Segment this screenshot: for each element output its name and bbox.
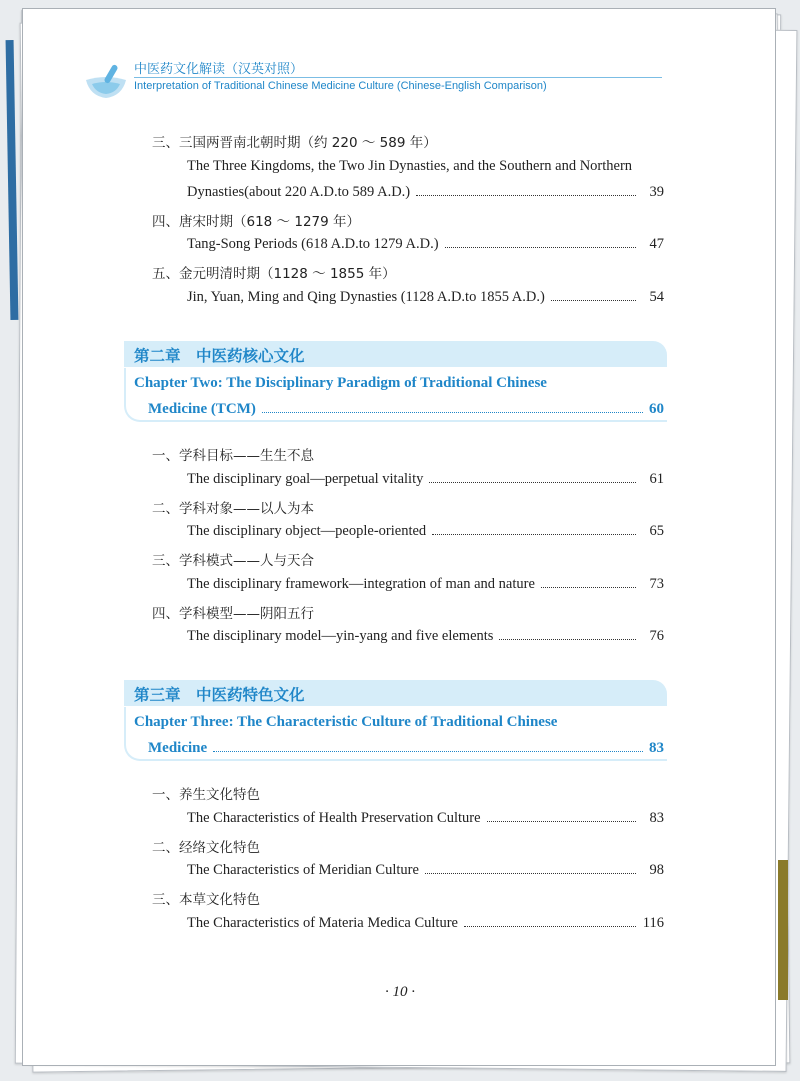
chapter-title-cn: 第三章 中医药特色文化 bbox=[134, 686, 305, 704]
toc-section-en: The Characteristics of Health Preservation Culture bbox=[187, 810, 481, 826]
toc-section-cn: 一、养生文化特色 bbox=[152, 787, 260, 803]
chapter-title-en: Chapter Three: The Characteristic Culture of Traditional Chinese bbox=[134, 714, 558, 730]
dot-leader bbox=[464, 926, 636, 927]
toc-section-cn: 三、本草文化特色 bbox=[152, 892, 260, 908]
toc-section-cn: 一、学科目标——生生不息 bbox=[152, 448, 314, 464]
mortar-pestle-icon bbox=[82, 62, 130, 102]
toc-section-en: Tang-Song Periods (618 A.D.to 1279 A.D.) bbox=[187, 236, 439, 252]
toc-line[interactable] bbox=[187, 576, 664, 593]
dot-leader bbox=[213, 751, 643, 752]
dot-leader bbox=[541, 587, 636, 588]
toc-section-en: The Characteristics of Materia Medica Culture bbox=[187, 915, 458, 931]
header-title-en: Interpretation of Traditional Chinese Medicine Culture (Chinese-English Comparison) bbox=[134, 80, 547, 92]
toc-line[interactable] bbox=[148, 401, 664, 418]
page-number: 73 bbox=[649, 576, 664, 592]
toc-section-cn: 五、金元明清时期（1128 ～ 1855 年） bbox=[152, 266, 396, 282]
toc-section-cn: 四、唐宋时期（618 ～ 1279 年） bbox=[152, 214, 360, 230]
page-number: 61 bbox=[649, 471, 664, 487]
toc-section-en: The disciplinary framework—integration of man and nature bbox=[187, 576, 535, 592]
toc-section-cn: 三、学科模式——人与天合 bbox=[152, 553, 314, 569]
chapter-title-en: Medicine (TCM) bbox=[148, 401, 256, 417]
dot-leader bbox=[262, 412, 643, 413]
toc-section-cn: 二、学科对象——以人为本 bbox=[152, 501, 314, 517]
page-number: 47 bbox=[649, 236, 664, 252]
toc-section-en: The disciplinary goal—perpetual vitality bbox=[187, 471, 424, 487]
page-number: 116 bbox=[642, 915, 664, 931]
toc-section-cn: 四、学科模型——阴阳五行 bbox=[152, 606, 314, 622]
cover-edge bbox=[6, 40, 19, 320]
toc-line[interactable] bbox=[187, 471, 664, 488]
toc-line[interactable] bbox=[187, 184, 664, 201]
cover-edge bbox=[778, 860, 788, 1000]
chapter-title-en: Chapter Two: The Disciplinary Paradigm of Traditional Chinese bbox=[134, 375, 547, 391]
toc-line[interactable] bbox=[187, 628, 664, 645]
dot-leader bbox=[499, 639, 636, 640]
toc-line[interactable] bbox=[187, 289, 664, 306]
dot-leader bbox=[432, 534, 636, 535]
chapter-title-en: Medicine bbox=[148, 740, 208, 756]
page-number: 83 bbox=[649, 810, 664, 826]
page-folio: · 10 · bbox=[385, 984, 415, 1000]
toc-line[interactable] bbox=[187, 915, 664, 932]
toc-section-en: The Characteristics of Meridian Culture bbox=[187, 862, 419, 878]
page-number: 54 bbox=[649, 289, 664, 305]
chapter-title-cn: 第二章 中医药核心文化 bbox=[134, 347, 305, 365]
page-number: 65 bbox=[649, 523, 664, 539]
dot-leader bbox=[425, 873, 636, 874]
header-rule bbox=[134, 77, 662, 78]
toc-section-en: The Three Kingdoms, the Two Jin Dynasties, and the Southern and Northern bbox=[187, 158, 633, 174]
header-title-cn: 中医药文化解读（汉英对照） bbox=[134, 62, 304, 77]
page-number: 39 bbox=[649, 184, 664, 200]
toc-section-en: The disciplinary model—yin-yang and five elements bbox=[187, 628, 494, 644]
page-number: 60 bbox=[649, 401, 664, 417]
page-number: 83 bbox=[649, 740, 664, 756]
dot-leader bbox=[551, 300, 636, 301]
toc-line[interactable] bbox=[148, 740, 664, 757]
dot-leader bbox=[429, 482, 636, 483]
toc-section-en: Dynasties(about 220 A.D.to 589 A.D.) bbox=[187, 184, 411, 200]
toc-line[interactable] bbox=[187, 862, 664, 879]
toc-section-en: Jin, Yuan, Ming and Qing Dynasties (1128 A.D.to 1855 A.D.) bbox=[187, 289, 545, 305]
dot-leader bbox=[445, 247, 636, 248]
dot-leader bbox=[416, 195, 636, 196]
toc-section-cn: 三、三国两晋南北朝时期（约 220 ～ 589 年） bbox=[152, 135, 437, 151]
toc-line[interactable] bbox=[187, 810, 664, 827]
toc-line[interactable] bbox=[187, 236, 664, 253]
toc-section-en: The disciplinary object—people-oriented bbox=[187, 523, 427, 539]
toc-section-cn: 二、经络文化特色 bbox=[152, 840, 260, 856]
page-number: 98 bbox=[649, 862, 664, 878]
toc-line[interactable] bbox=[187, 523, 664, 540]
page-number: 76 bbox=[649, 628, 664, 644]
dot-leader bbox=[487, 821, 636, 822]
